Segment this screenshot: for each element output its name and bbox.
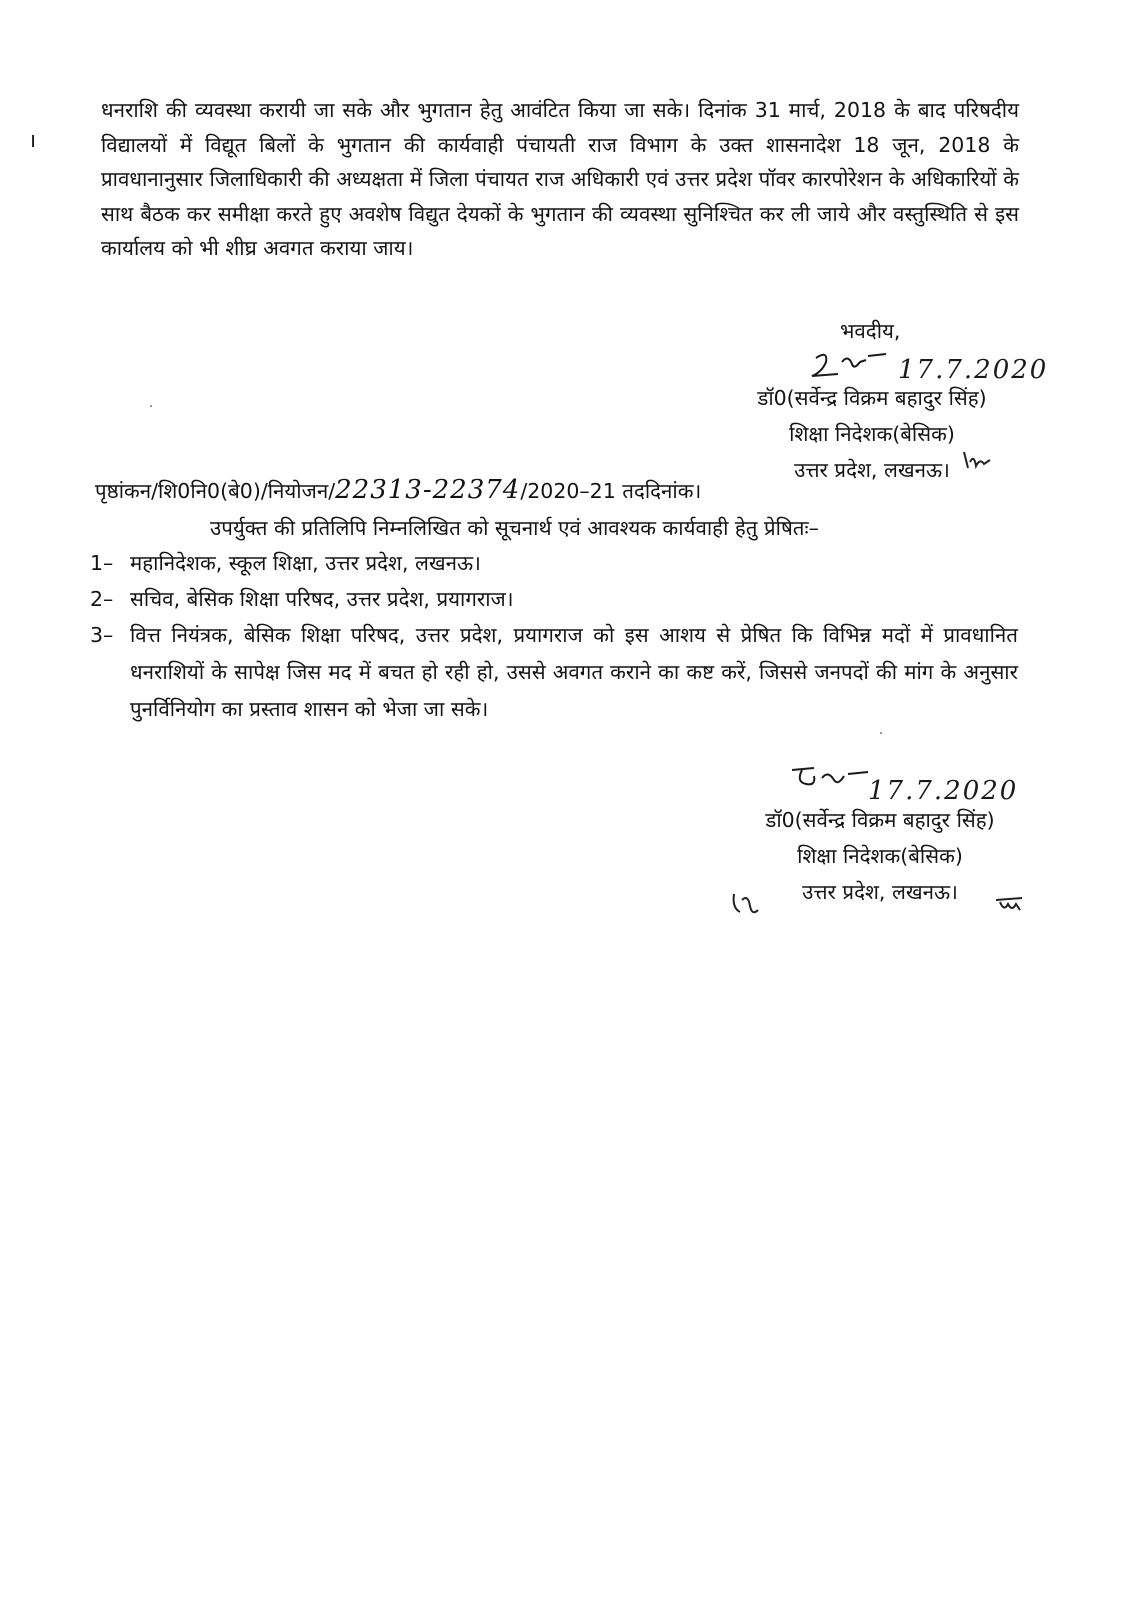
- list-item-number: 1–: [90, 551, 114, 575]
- reference-suffix: /2020–21 तददिनांक।: [520, 479, 702, 503]
- signatory-location: उत्तर प्रदेश, लखनऊ।: [802, 880, 958, 904]
- signatory-location: उत्तर प्रदेश, लखनऊ।: [794, 458, 950, 482]
- list-item: [90, 545, 1030, 582]
- handwritten-date-2: 17.7.2020: [868, 776, 1019, 806]
- list-item: [90, 617, 1018, 728]
- body-paragraph: धनराशि की व्यवस्था करायी जा सके और भुगतान हेतु आवंटित किया जा सके। दिनांक 31 मार्च, 2018 के बाद परिषदीय विद्यालयों में विद्यूत बिलों के भुगतान की कार्यवाही पंचायती राज विभाग के उक्त शासनादेश 18 जून, 2018 के प्रावधानानुसार जिलाधिकारी की अध्यक्षता में जिला पंचायत राज अधिकारी एवं उत्तर प्रदेश पॉवर कारपोरेशन के अधिकारियों के साथ बैठक कर समीक्षा करते हुए अवशेष विद्युत देयकों के भुगतान की व्यवस्था सुनिश्चित कर ली जाये और वस्तुस्थिति से इस कार्यालय को भी शीघ्र अवगत कराया जाय।: [101, 98, 1019, 261]
- reference-prefix: पृष्ठांकन/शि0नि0(बे0)/नियोजन/: [95, 479, 336, 503]
- signature-block-2: [720, 802, 1040, 910]
- signatory-name: डॉ0(सर्वेन्द्र विक्रम बहादुर सिंह): [765, 808, 995, 832]
- list-item-text: महानिदेशक, स्कूल शिक्षा, उत्तर प्रदेश, लखनऊ।: [130, 551, 481, 575]
- speck: [880, 732, 882, 734]
- signatory-designation: शिक्षा निदेशक(बेसिक): [797, 844, 963, 868]
- initial-mark-3: [994, 892, 1026, 916]
- signature-scribble-2: [788, 762, 878, 796]
- reference-line: [95, 475, 701, 505]
- list-item-number: 2–: [90, 587, 114, 611]
- margin-mark: ı: [30, 128, 37, 153]
- initial-mark-1: [962, 448, 992, 472]
- speck: [150, 405, 152, 407]
- handwritten-date-1: 17.7.2020: [898, 355, 1049, 385]
- copy-intro: उपर्युक्त की प्रतिलिपि निम्नलिखित को सूचनार्थ एवं आवश्यक कार्यवाही हेतु प्रेषितः–: [210, 516, 819, 540]
- valediction: भवदीय,: [840, 319, 901, 343]
- list-item-number: 3–: [90, 623, 114, 647]
- initial-mark-2: [730, 890, 760, 920]
- signatory-designation: शिक्षा निदेशक(बेसिक): [789, 422, 955, 446]
- signature-scribble-1: [808, 348, 898, 382]
- reference-handwritten-number: 22313-22374: [335, 475, 521, 505]
- list-item-text: वित्त नियंत्रक, बेसिक शिक्षा परिषद, उत्तर प्रदेश, प्रयागराज को इस आशय से प्रेषित कि विभिन्न मदों में प्रावधानित धनराशियों के सापेक्ष जिस मद में बचत हो रही हो, उससे अवगत कराने का कष्ट करें, जिससे जनपदों की मांग के अनुसार पुनर्विनियोग का प्रस्ताव शासन को भेजा जा सके।: [130, 623, 1018, 721]
- list-item-text: सचिव, बेसिक शिक्षा परिषद, उत्तर प्रदेश, प्रयागराज।: [130, 587, 514, 611]
- list-item: [90, 581, 1030, 618]
- signatory-name: डॉ0(सर्वेन्द्र विक्रम बहादुर सिंह): [757, 386, 987, 410]
